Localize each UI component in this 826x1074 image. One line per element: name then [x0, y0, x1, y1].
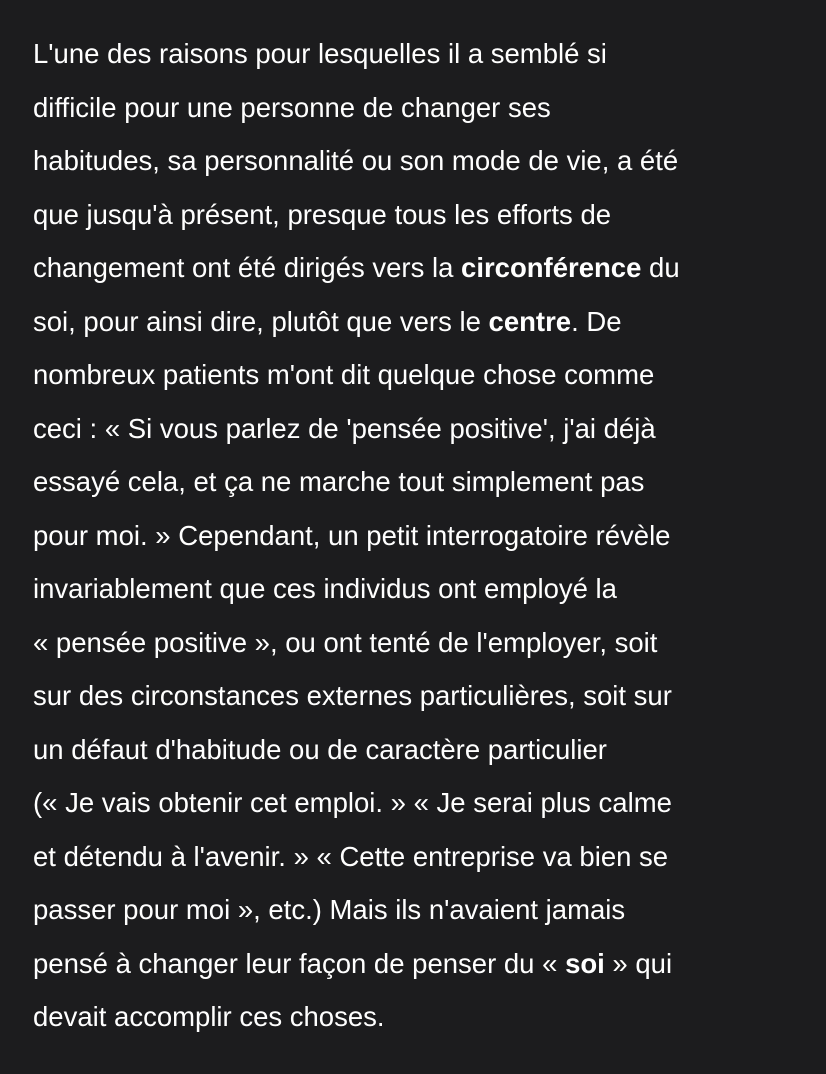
- text-line: devait accomplir ces choses.: [33, 1001, 385, 1032]
- text-line: changement ont été dirigés vers la circonférence du: [33, 252, 680, 283]
- text-line: soi, pour ainsi dire, plutôt que vers le centre. De: [33, 305, 622, 337]
- text-line: passer pour moi », etc.) Mais ils n'avaient jamais: [33, 894, 626, 925]
- text-line: un défaut d'habitude ou de caractère particulier: [33, 733, 607, 765]
- text-line: L'une des raisons pour lesquelles il a semblé si: [33, 38, 607, 69]
- text-line: pour moi. » Cependant, un petit interrogatoire révèle: [33, 519, 671, 551]
- text-line: et détendu à l'avenir. » « Cette entreprise va bien se: [33, 840, 669, 872]
- passage-text: [33, 27, 803, 1044]
- text-line: difficile pour une personne de changer ses: [33, 91, 551, 123]
- text-line: invariablement que ces individus ont employé la: [33, 573, 617, 604]
- text-line: ceci : « Si vous parlez de 'pensée positive', j'ai déjà: [33, 412, 656, 444]
- text-line: pensé à changer leur façon de penser du « soi » qui: [33, 947, 673, 979]
- text-line: sur des circonstances externes particulières, soit sur: [33, 680, 672, 711]
- text-line: nombreux patients m'ont dit quelque chose comme: [33, 359, 655, 390]
- text-line: « pensée positive », ou ont tenté de l'employer, soit: [33, 626, 658, 658]
- bold-word-soi: soi: [565, 947, 605, 979]
- text-line: (« Je vais obtenir cet emploi. » « Je serai plus calme: [33, 787, 672, 818]
- text-line: habitudes, sa personnalité ou son mode de vie, a été: [33, 145, 679, 176]
- bold-word-centre: centre: [488, 305, 572, 337]
- text-line: que jusqu'à présent, presque tous les efforts de: [33, 198, 612, 230]
- text-line: essayé cela, et ça ne marche tout simplement pas: [33, 466, 645, 497]
- bold-word-circonference: circonférence: [461, 252, 642, 283]
